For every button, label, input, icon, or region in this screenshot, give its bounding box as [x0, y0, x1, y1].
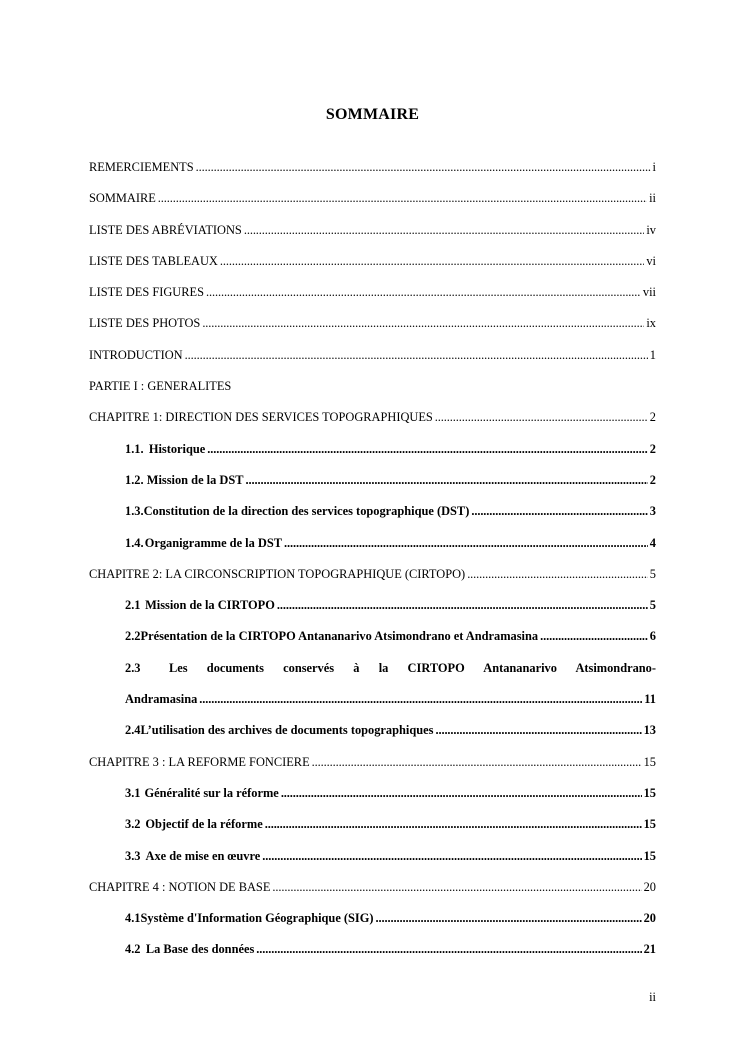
toc-entry-3-2[interactable] — [89, 817, 656, 848]
toc-entry-introduction[interactable] — [89, 348, 656, 379]
toc-entry-2-1[interactable] — [89, 598, 656, 629]
dot-leader — [277, 598, 648, 613]
toc-entry-1-4[interactable] — [89, 536, 656, 567]
toc-entry-page: 20 — [643, 879, 656, 894]
toc-entry-2-3-line2[interactable] — [89, 692, 656, 723]
toc-entry-page: 5 — [649, 598, 656, 613]
toc-entry-page: 15 — [643, 817, 656, 832]
toc-entry-label: Constitution de la direction des services topographique (DST) — [143, 504, 470, 519]
dot-leader — [265, 817, 642, 832]
dot-leader — [246, 473, 648, 488]
toc-entry-label: Système d'Information Géographique (SIG) — [140, 911, 374, 926]
toc-entry-label: CHAPITRE 4 : NOTION DE BASE — [89, 879, 271, 894]
toc-entry-label: REMERCIEMENTS — [89, 160, 194, 174]
table-of-contents — [89, 160, 656, 974]
toc-entry-label: LISTE DES TABLEAUX — [89, 253, 218, 268]
dot-leader — [199, 692, 642, 707]
toc-entry-3-3[interactable] — [89, 849, 656, 880]
toc-entry-page: iv — [646, 222, 656, 237]
toc-entry-label: Historique — [148, 441, 206, 456]
toc-entry-number: 3.1 — [125, 785, 141, 800]
toc-entry-number: 3.2 — [125, 817, 141, 832]
toc-entry-label: CHAPITRE 3 : LA REFORME FONCIERE — [89, 754, 310, 769]
toc-entry-2-3-line1[interactable] — [89, 661, 656, 692]
toc-entry-number: 3.3 — [125, 848, 141, 863]
dot-leader — [185, 348, 648, 363]
toc-entry-page: 15 — [643, 848, 656, 863]
dot-leader — [262, 849, 641, 864]
toc-entry-page: 13 — [643, 723, 656, 738]
toc-entry-1-1[interactable] — [89, 442, 656, 473]
toc-entry-page: 15 — [643, 785, 656, 800]
toc-entry-chapitre-2[interactable] — [89, 567, 656, 598]
dot-leader — [467, 567, 648, 582]
toc-entry-page: 4 — [649, 535, 656, 550]
dot-leader — [196, 160, 651, 175]
dot-leader — [202, 316, 644, 331]
toc-entry-1-2[interactable] — [89, 473, 656, 504]
toc-entry-label: La Base des données — [145, 942, 255, 957]
page-title: SOMMAIRE — [325, 106, 420, 123]
toc-entry-label: Présentation de la CIRTOPO Antananarivo Atsimondrano et Andramasina — [140, 629, 539, 644]
dot-leader — [471, 504, 647, 519]
dot-leader — [244, 223, 645, 238]
dot-leader — [284, 536, 648, 551]
toc-entry-2-4[interactable] — [89, 723, 656, 754]
toc-entry-number: 2.1 — [125, 598, 141, 613]
toc-entry-number: 1.3. — [125, 504, 144, 519]
toc-entry-sommaire[interactable] — [89, 191, 656, 222]
toc-entry-label: LISTE DES FIGURES — [89, 285, 204, 300]
toc-entry-4-2[interactable] — [89, 942, 656, 973]
toc-entry-number: 4.2 — [125, 942, 141, 957]
toc-entry-label: Objectif de la réforme — [145, 817, 263, 832]
toc-entry-label: Organigramme de la DST — [144, 535, 283, 550]
toc-entry-tableaux[interactable] — [89, 254, 656, 285]
toc-entry-label: Mission de la CIRTOPO — [145, 598, 275, 613]
toc-entry-photos[interactable] — [89, 316, 656, 347]
toc-entry-page: 20 — [643, 911, 656, 926]
dot-leader — [220, 254, 644, 269]
toc-entry-page: 3 — [649, 504, 656, 519]
toc-entry-label: Mission de la DST — [146, 472, 244, 487]
dot-leader — [540, 629, 648, 644]
toc-entry-label: LISTE DES PHOTOS — [89, 316, 201, 331]
toc-entry-number: 1.1. — [125, 441, 144, 456]
dot-leader — [435, 723, 641, 738]
toc-entry-number: 2.4 — [125, 723, 141, 738]
toc-entry-page: vii — [642, 285, 656, 300]
toc-entry-label: PARTIE I : GENERALITES — [89, 379, 232, 394]
toc-entry-page: 6 — [649, 629, 656, 644]
toc-entry-2-2[interactable] — [89, 629, 656, 660]
dot-leader — [435, 410, 648, 425]
toc-entry-page: ii — [649, 191, 656, 206]
toc-entry-page: 5 — [649, 566, 656, 581]
dot-leader — [312, 755, 642, 770]
dot-leader — [206, 285, 641, 300]
toc-entry-chapitre-1[interactable] — [89, 410, 656, 441]
toc-entry-page: 15 — [643, 754, 656, 769]
dot-leader — [207, 442, 648, 457]
toc-entry-abreviations[interactable] — [89, 223, 656, 254]
toc-entry-chapitre-3[interactable] — [89, 755, 656, 786]
page-number: ii — [649, 990, 656, 1004]
toc-entry-page: 2 — [649, 410, 656, 425]
toc-entry-number: 1.4. — [125, 535, 144, 550]
toc-entry-label: LISTE DES ABRÉVIATIONS — [89, 222, 242, 237]
toc-entry-label: CHAPITRE 2: LA CIRCONSCRIPTION TOPOGRAPHIQUE (CIRTOPO) — [89, 566, 466, 581]
dot-leader — [281, 786, 642, 801]
toc-entry-number: 4.1 — [125, 911, 141, 926]
dot-leader — [158, 191, 647, 206]
toc-entry-page: 2 — [649, 472, 656, 487]
toc-entry-page: ix — [646, 316, 656, 331]
toc-entry-page: i — [652, 160, 656, 174]
toc-entry-label: L’utilisation des archives de documents topographiques — [140, 723, 434, 738]
toc-entry-number: 2.3 — [125, 660, 141, 675]
toc-entry-label: SOMMAIRE — [89, 191, 156, 206]
toc-entry-1-3[interactable] — [89, 504, 656, 535]
toc-entry-label: Généralité sur la réforme — [144, 785, 279, 800]
toc-entry-3-1[interactable] — [89, 786, 656, 817]
toc-entry-label: Les documents conservés à la CIRTOPO Antananarivo Atsimondrano- — [169, 660, 656, 675]
toc-entry-4-1[interactable] — [89, 911, 656, 942]
toc-entry-label-continued: Andramasina — [125, 692, 198, 707]
toc-entry-figures[interactable] — [89, 285, 656, 316]
toc-entry-page: 11 — [644, 692, 656, 707]
toc-entry-page: 21 — [643, 942, 656, 957]
dot-leader — [376, 911, 642, 926]
toc-entry-page: vi — [646, 253, 656, 268]
toc-entry-page: 2 — [649, 441, 656, 456]
toc-entry-partie-1[interactable] — [89, 379, 656, 410]
toc-entry-label: INTRODUCTION — [89, 347, 183, 362]
toc-entry-chapitre-4[interactable] — [89, 880, 656, 911]
toc-entry-label: CHAPITRE 1: DIRECTION DES SERVICES TOPOGRAPHIQUES — [89, 410, 433, 425]
toc-entry-number: 1.2. — [125, 472, 144, 487]
toc-entry-number: 2.2 — [125, 629, 141, 644]
dot-leader — [272, 880, 641, 895]
toc-entry-remerciements[interactable] — [89, 160, 656, 191]
dot-leader — [256, 942, 641, 957]
toc-entry-page: 1 — [649, 347, 656, 362]
toc-entry-label: Axe de mise en œuvre — [145, 848, 261, 863]
